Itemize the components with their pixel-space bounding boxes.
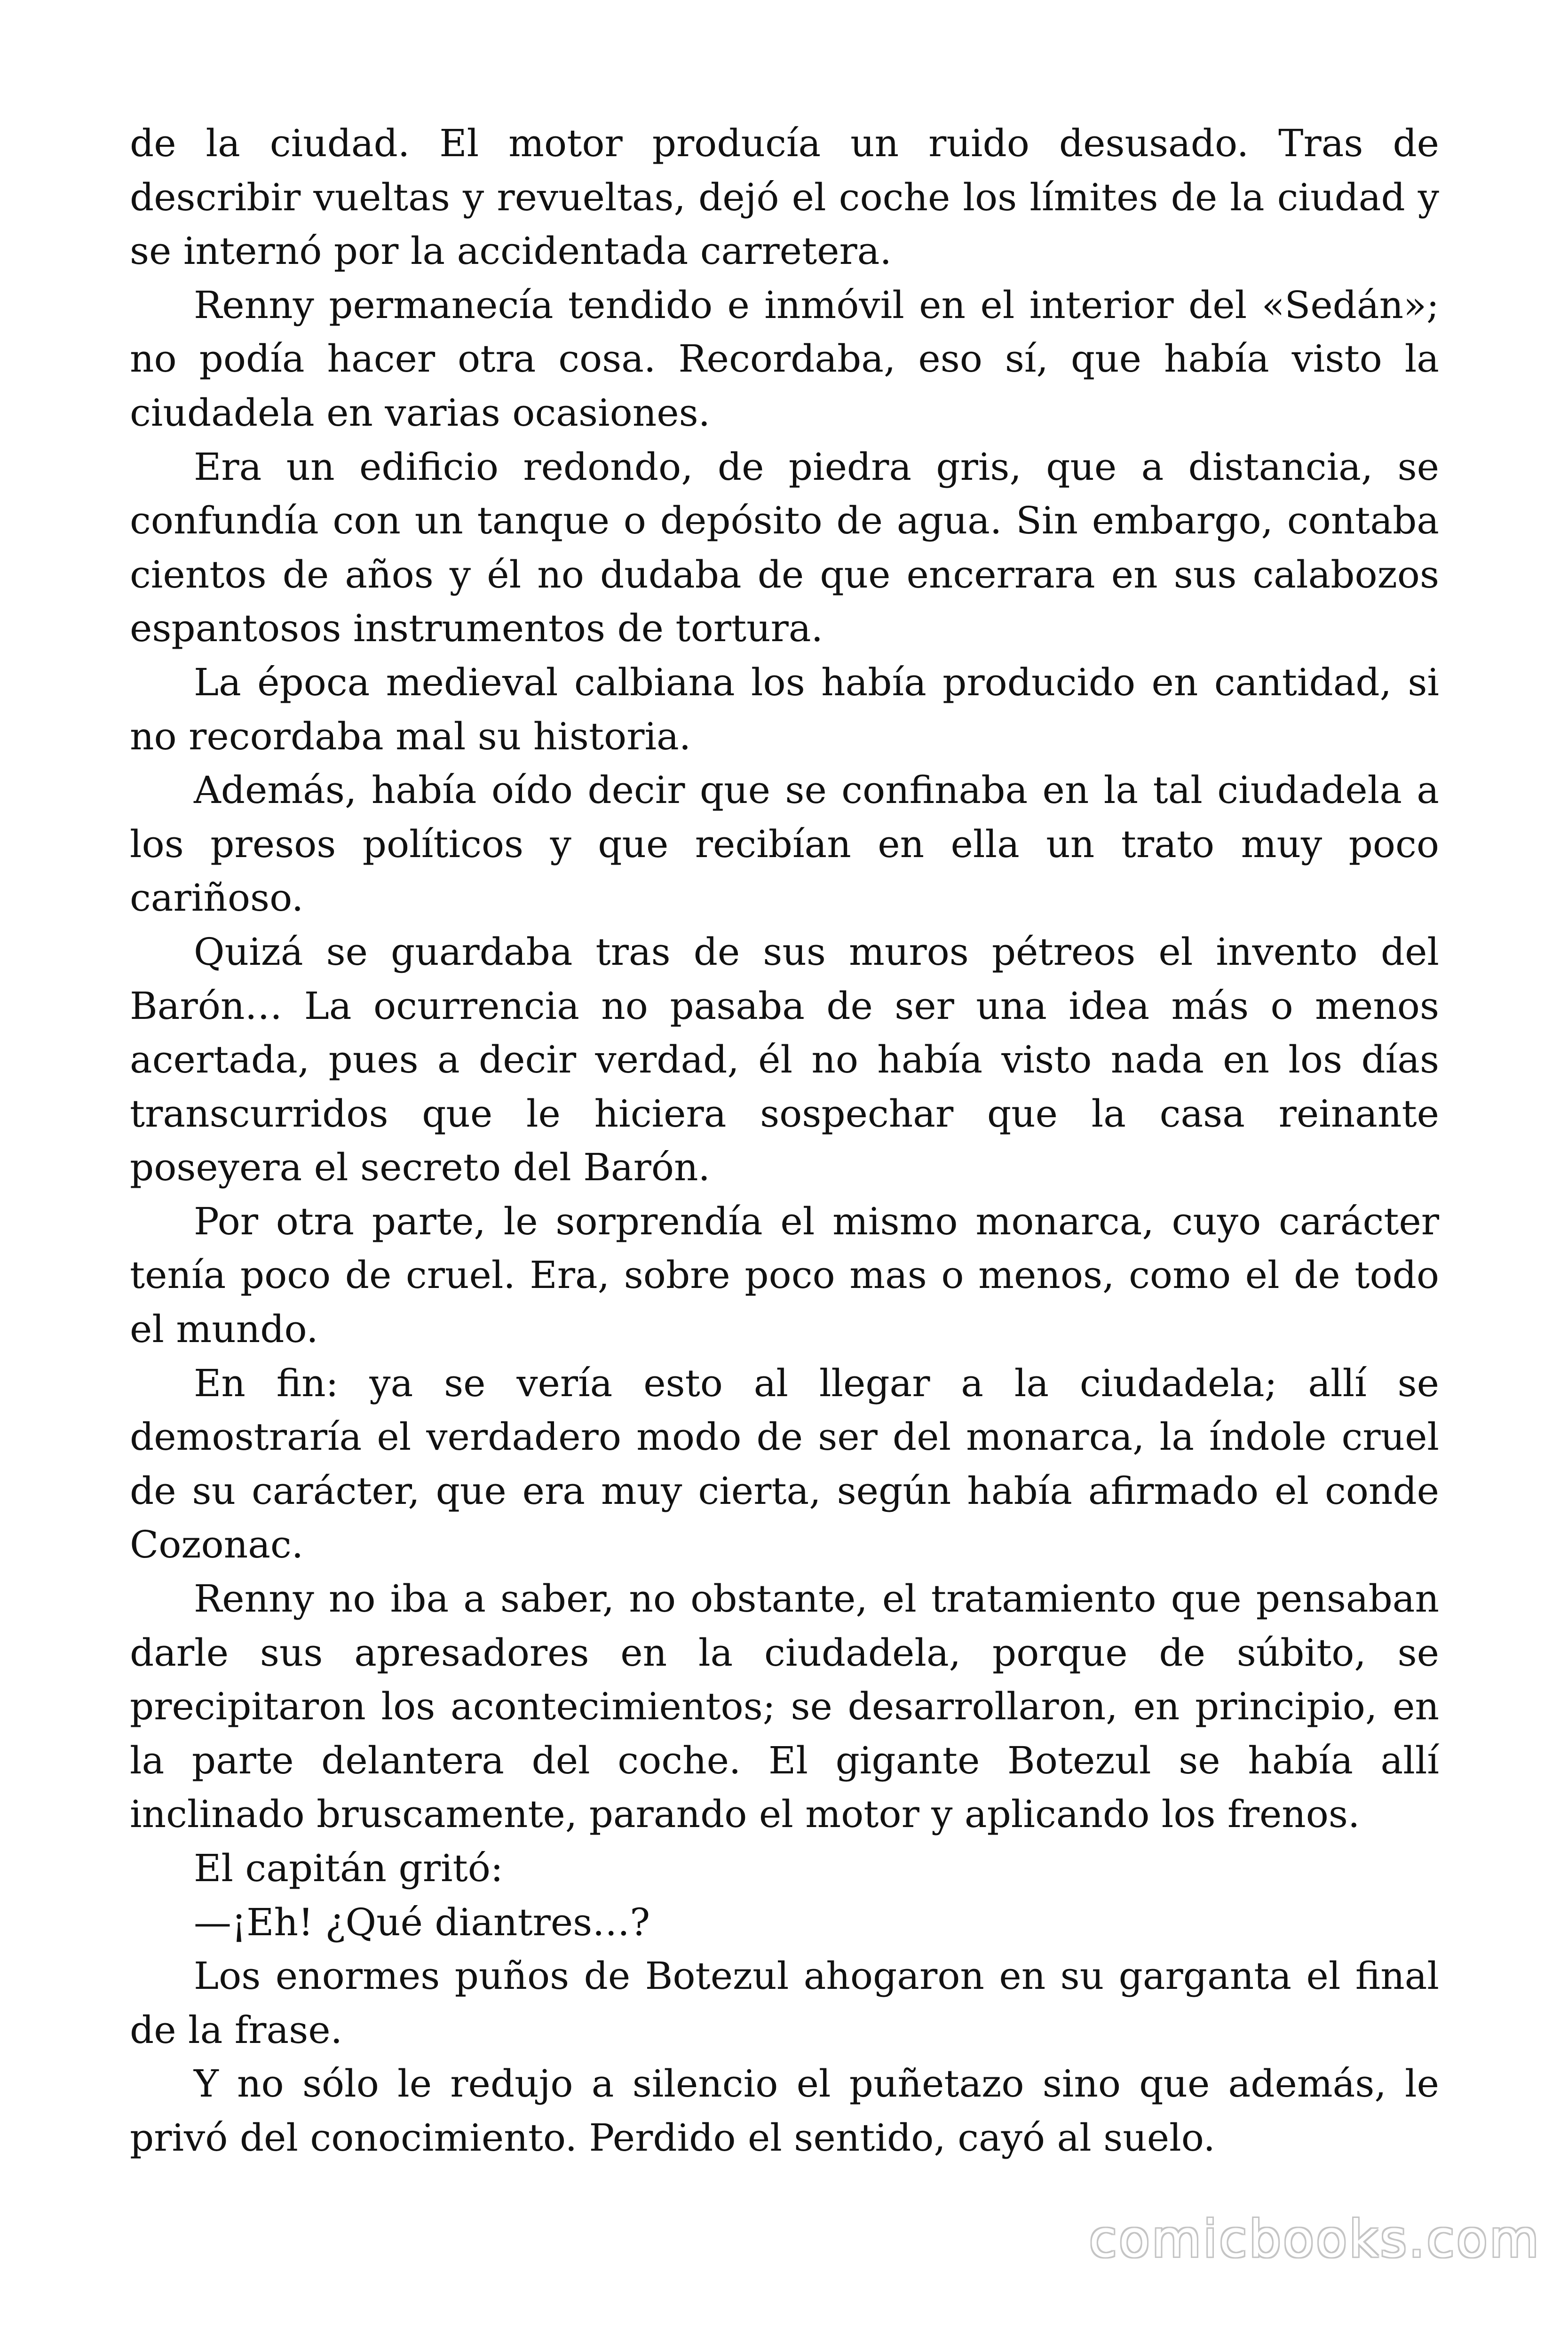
paragraph: de la ciudad. El motor producía un ruido desusado. Tras de describir vueltas y revueltas, dejó el coche los límites de la ciudad y se internó por la accidentada carretera. xyxy=(130,121,1439,273)
paragraph: En fin: ya se vería esto al llegar a la ciudadela; allí se demostraría el verdadero modo de ser del monarca, la índole cruel de su carácter, que era muy cierta, según había afirmado el conde Cozonac. xyxy=(130,1361,1439,1567)
paragraph: Y no sólo le redujo a silencio el puñetazo sino que además, le privó del conocimiento. Perdido el sentido, cayó al suelo. xyxy=(130,2062,1439,2160)
paragraph: Quizá se guardaba tras de sus muros pétreos el invento del Barón… La ocurrencia no pasaba de ser una idea más o menos acertada, pues a decir verdad, él no había visto nada en los días transcurridos que le hiciera sospechar que la casa reinante poseyera el secreto del Barón. xyxy=(130,930,1439,1190)
paragraph: —¡Eh! ¿Qué diantres…? xyxy=(194,1900,650,1944)
paragraph: Era un edificio redondo, de piedra gris, que a distancia, se confundía con un tanque o depósito de agua. Sin embargo, contaba cientos de años y él no dudaba de que encerrara en sus calabozos espantosos instrumentos de tortura. xyxy=(130,445,1439,651)
paragraph: El capitán gritó: xyxy=(194,1846,503,1890)
paragraph: La época medieval calbiana los había producido en cantidad, si no recordaba mal su historia. xyxy=(130,660,1439,758)
paragraph: Por otra parte, le sorprendía el mismo monarca, cuyo carácter tenía poco de cruel. Era, sobre poco mas o menos, como el de todo el mundo. xyxy=(130,1199,1439,1351)
paragraph: Los enormes puños de Botezul ahogaron en su garganta el final de la frase. xyxy=(130,1954,1439,2052)
paragraph: Renny permanecía tendido e inmóvil en el interior del «Sedán»; no podía hacer otra cosa. Recordaba, eso sí, que había visto la ciudadela en varias ocasiones. xyxy=(130,283,1439,435)
paragraph: Además, había oído decir que se confinaba en la tal ciudadela a los presos políticos y que recibían en ella un trato muy poco cariñoso. xyxy=(130,768,1439,920)
watermark-logo: comicbooks.com xyxy=(1089,2210,1541,2269)
paragraph: Renny no iba a saber, no obstante, el tratamiento que pensaban darle sus apresadores en la ciudadela, porque de súbito, se precipitaron los acontecimientos; se desarrollaron, en principio, en la parte delantera del coche. El gigante Botezul se había allí inclinado bruscamente, parando el motor y aplicando los frenos. xyxy=(130,1577,1439,1836)
book-page-text xyxy=(130,117,1439,2165)
